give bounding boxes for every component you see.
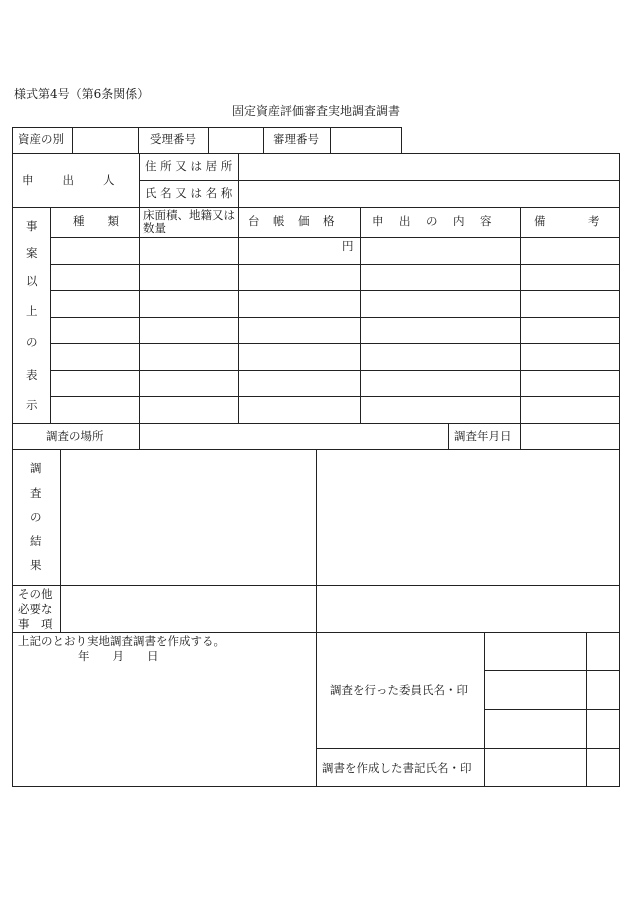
member-name-field[interactable] bbox=[486, 634, 584, 668]
case-label-char: 表 bbox=[26, 368, 38, 382]
asset-type-field[interactable] bbox=[74, 129, 136, 151]
asset-type-label: 資産の別 bbox=[18, 132, 64, 146]
other-label-line: 必要な bbox=[18, 602, 53, 616]
review-number-field[interactable] bbox=[332, 129, 399, 151]
col-claim-header: 申 出 の 内 容 bbox=[372, 214, 494, 228]
review-number-label: 審理番号 bbox=[273, 132, 319, 146]
document-title: 固定資産評価審査実地調査調書 bbox=[232, 104, 401, 118]
col-remarks-header: 備 考 bbox=[534, 214, 602, 228]
receipt-number-field[interactable] bbox=[210, 129, 261, 151]
clerk-sign-label: 調書を作成した書記氏名・印 bbox=[322, 761, 472, 775]
col-area-header: 床面積、地籍又は数量 bbox=[143, 208, 235, 235]
case-label-char: の bbox=[26, 335, 38, 349]
member-seal-field[interactable] bbox=[588, 634, 617, 668]
applicant-label: 申 出 人 bbox=[22, 173, 117, 187]
address-label: 住 所 又 は 居 所 bbox=[145, 159, 233, 173]
case-label-char: 事 bbox=[26, 219, 38, 233]
results-label-char: の bbox=[30, 510, 42, 524]
survey-date-label: 調査年月日 bbox=[454, 429, 512, 443]
other-label-line: 事 項 bbox=[18, 617, 53, 631]
case-label-char: 上 bbox=[26, 304, 38, 318]
other-label-line: その他 bbox=[18, 587, 53, 601]
survey-date-field[interactable] bbox=[522, 425, 617, 447]
results-field-left[interactable] bbox=[62, 451, 314, 583]
member-seal-field[interactable] bbox=[588, 672, 617, 707]
receipt-number-label: 受理番号 bbox=[150, 132, 196, 146]
results-label-char: 調 bbox=[30, 461, 42, 475]
col-ledger-price-header: 台 帳 価 格 bbox=[248, 214, 336, 228]
case-label-char: 以 bbox=[26, 274, 38, 288]
name-label: 氏 名 又 は 名 称 bbox=[145, 186, 233, 200]
form-number-label: 様式第4号（第6条関係） bbox=[14, 87, 150, 101]
results-label-char: 結 bbox=[30, 534, 42, 548]
clerk-seal-field[interactable] bbox=[588, 750, 617, 785]
member-sign-label: 調査を行った委員氏名・印 bbox=[330, 683, 468, 697]
case-label-char: 示 bbox=[26, 398, 38, 412]
results-label-char: 査 bbox=[30, 486, 42, 500]
statement-text: 上記のとおり実地調査調書を作成する。 bbox=[18, 634, 225, 648]
survey-place-field[interactable] bbox=[141, 425, 446, 447]
survey-place-label: 調査の場所 bbox=[46, 429, 104, 443]
other-field-left[interactable] bbox=[62, 587, 314, 630]
member-seal-field[interactable] bbox=[588, 711, 617, 746]
results-field-right[interactable] bbox=[318, 451, 617, 583]
col-kind-header: 種 類 bbox=[73, 214, 119, 228]
member-name-field[interactable] bbox=[486, 711, 584, 746]
yen-unit: 円 bbox=[342, 239, 354, 253]
results-label-char: 果 bbox=[30, 558, 42, 572]
address-field[interactable] bbox=[240, 155, 617, 178]
date-line: 年 月 日 bbox=[78, 649, 159, 663]
member-name-field[interactable] bbox=[486, 672, 584, 707]
case-label-char: 案 bbox=[26, 246, 38, 260]
name-field[interactable] bbox=[240, 182, 617, 205]
clerk-name-field[interactable] bbox=[486, 750, 584, 785]
other-field-right[interactable] bbox=[318, 587, 617, 630]
